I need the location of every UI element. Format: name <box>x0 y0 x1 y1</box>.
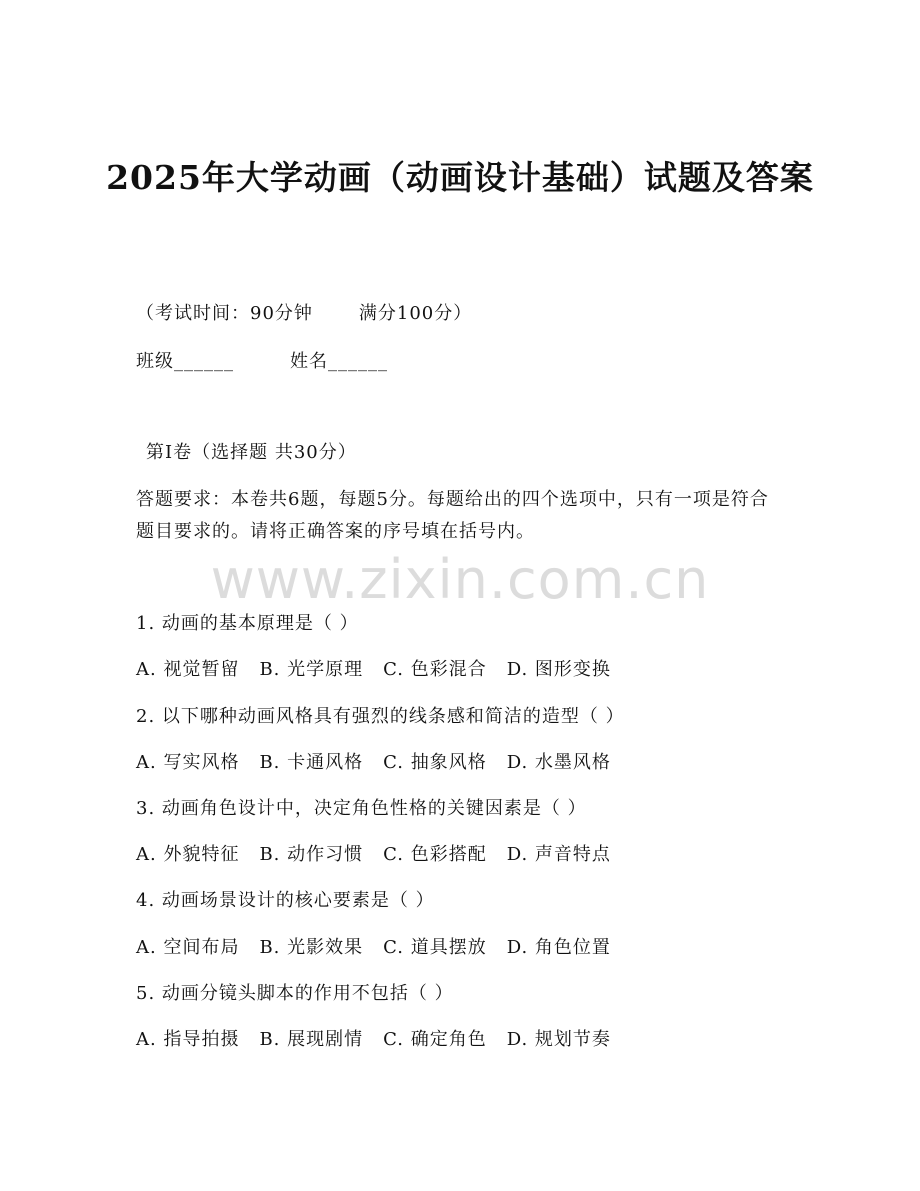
question-5-options <box>136 1028 631 1052</box>
question-4-stem: 4. 动画场景设计的核心要素是（ ） <box>136 890 435 911</box>
option-c: C. 抽象风格 <box>383 752 487 773</box>
question-1-options <box>136 658 631 682</box>
student-info-line <box>136 350 388 374</box>
watermark: www.zixin.com.cn <box>210 548 710 611</box>
name-field-label: 姓名______ <box>290 351 388 372</box>
option-a: A. 空间布局 <box>136 937 240 958</box>
option-d: D. 水墨风格 <box>506 752 611 773</box>
option-c: C. 色彩搭配 <box>383 844 487 865</box>
option-a: A. 视觉暂留 <box>136 659 240 680</box>
option-c: C. 色彩混合 <box>383 659 487 680</box>
option-c: C. 确定角色 <box>383 1029 487 1050</box>
document-title: 2025年大学动画（动画设计基础）试题及答案 <box>106 158 814 197</box>
option-b: B. 光影效果 <box>259 937 364 958</box>
question-2-options <box>136 751 631 775</box>
option-d: D. 规划节奏 <box>506 1029 611 1050</box>
instructions: 答题要求：本卷共6题，每题5分。每题给出的四个选项中，只有一项是符合题目要求的。请将正确答案的序号填在括号内。 <box>136 489 769 542</box>
option-a: A. 写实风格 <box>136 752 240 773</box>
option-a: A. 外貌特征 <box>136 844 240 865</box>
question-3-options <box>136 843 631 867</box>
question-2-stem: 2. 以下哪种动画风格具有强烈的线条感和简洁的造型（ ） <box>136 706 625 727</box>
exam-time: （考试时间：90分钟 <box>136 303 313 324</box>
question-4-options <box>136 936 631 960</box>
question-3-stem: 3. 动画角色设计中，决定角色性格的关键因素是（ ） <box>136 798 587 819</box>
class-field-label: 班级______ <box>136 351 234 372</box>
option-a: A. 指导拍摄 <box>136 1029 240 1050</box>
option-b: B. 展现剧情 <box>259 1029 364 1050</box>
option-b: B. 卡通风格 <box>259 752 364 773</box>
option-b: B. 动作习惯 <box>259 844 364 865</box>
option-d: D. 声音特点 <box>506 844 611 865</box>
option-c: C. 道具摆放 <box>383 937 487 958</box>
full-score: 满分100分） <box>358 303 473 324</box>
question-5-stem: 5. 动画分镜头脚本的作用不包括（ ） <box>136 983 454 1004</box>
option-d: D. 角色位置 <box>506 937 611 958</box>
exam-info-line <box>136 302 472 326</box>
section-title: 第Ⅰ卷（选择题 共30分） <box>146 442 357 463</box>
option-b: B. 光学原理 <box>259 659 364 680</box>
question-1-stem: 1. 动画的基本原理是（ ） <box>136 613 359 634</box>
option-d: D. 图形变换 <box>506 659 611 680</box>
